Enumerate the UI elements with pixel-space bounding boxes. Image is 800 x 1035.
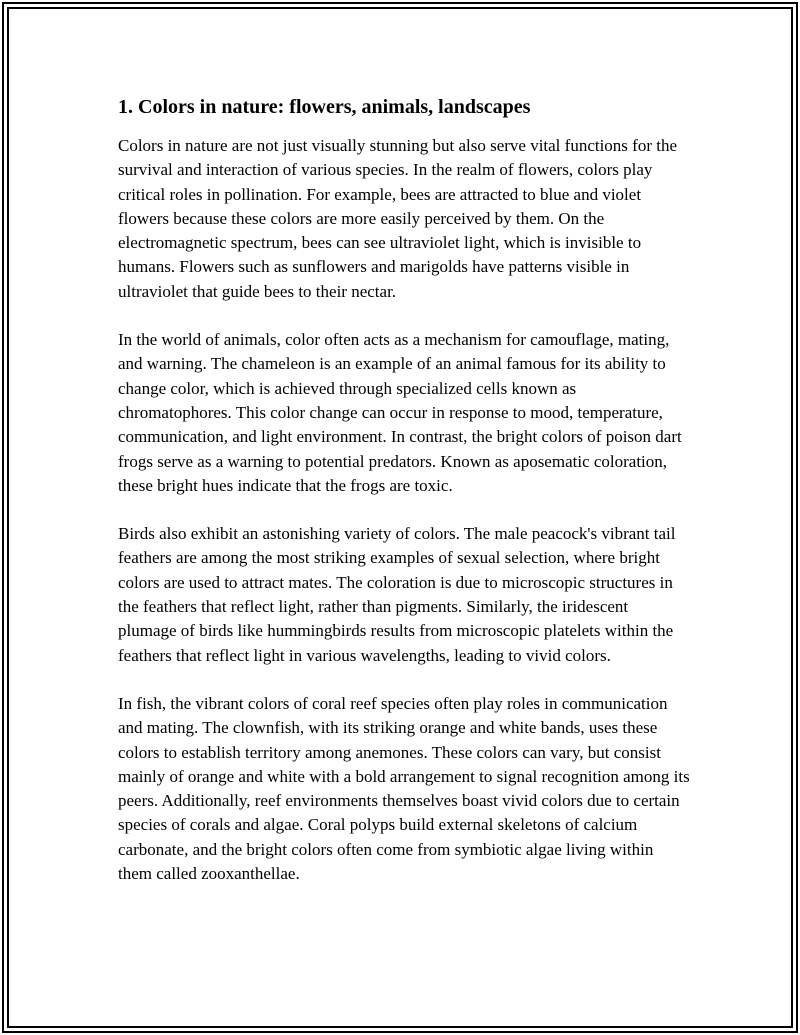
section-title: 1. Colors in nature: flowers, animals, landscapes xyxy=(118,96,531,118)
paragraph-birds: Birds also exhibit an astonishing variety of colors. The male peacock's vibrant tail feathers are among the most striking examples of sexual selection, where bright colors are used to attract mates. The coloration is due to microscopic structures in the feathers that reflect light, rather than pigments. Similarly, the iridescent plumage of birds like hummingbirds results from microscopic platelets within the feathers that reflect light in various wavelengths, leading to vivid colors. xyxy=(118,524,676,665)
paragraph-animals: In the world of animals, color often acts as a mechanism for camouflage, mating, and warning. The chameleon is an example of an animal famous for its ability to change color, which is achieved through specialized cells known as chromatophores. This color change can occur in response to mood, temperature, communication, and light environment. In contrast, the bright colors of poison dart frogs serve as a warning to potential predators. Known as aposematic coloration, these bright hues indicate that the frogs are toxic. xyxy=(118,330,682,495)
document-body xyxy=(118,94,690,910)
paragraph-flowers: Colors in nature are not just visually stunning but also serve vital functions for the survival and interaction of various species. In the realm of flowers, colors play critical roles in pollination. For example, bees are attracted to blue and violet flowers because these colors are more easily perceived by them. On the electromagnetic spectrum, bees can see ultraviolet light, which is invisible to humans. Flowers such as sunflowers and marigolds have patterns visible in ultraviolet that guide bees to their nectar. xyxy=(118,136,678,301)
paragraph-fish: In fish, the vibrant colors of coral reef species often play roles in communication and mating. The clownfish, with its striking orange and white bands, uses these colors to establish territory among anemones. These colors can vary, but consist mainly of orange and white with a bold arrangement to signal recognition among its peers. Additionally, reef environments themselves boast vivid colors due to certain species of corals and algae. Coral polyps build external skeletons of calcium carbonate, and the bright colors often come from symbiotic algae living within them called zooxanthellae. xyxy=(118,693,690,884)
